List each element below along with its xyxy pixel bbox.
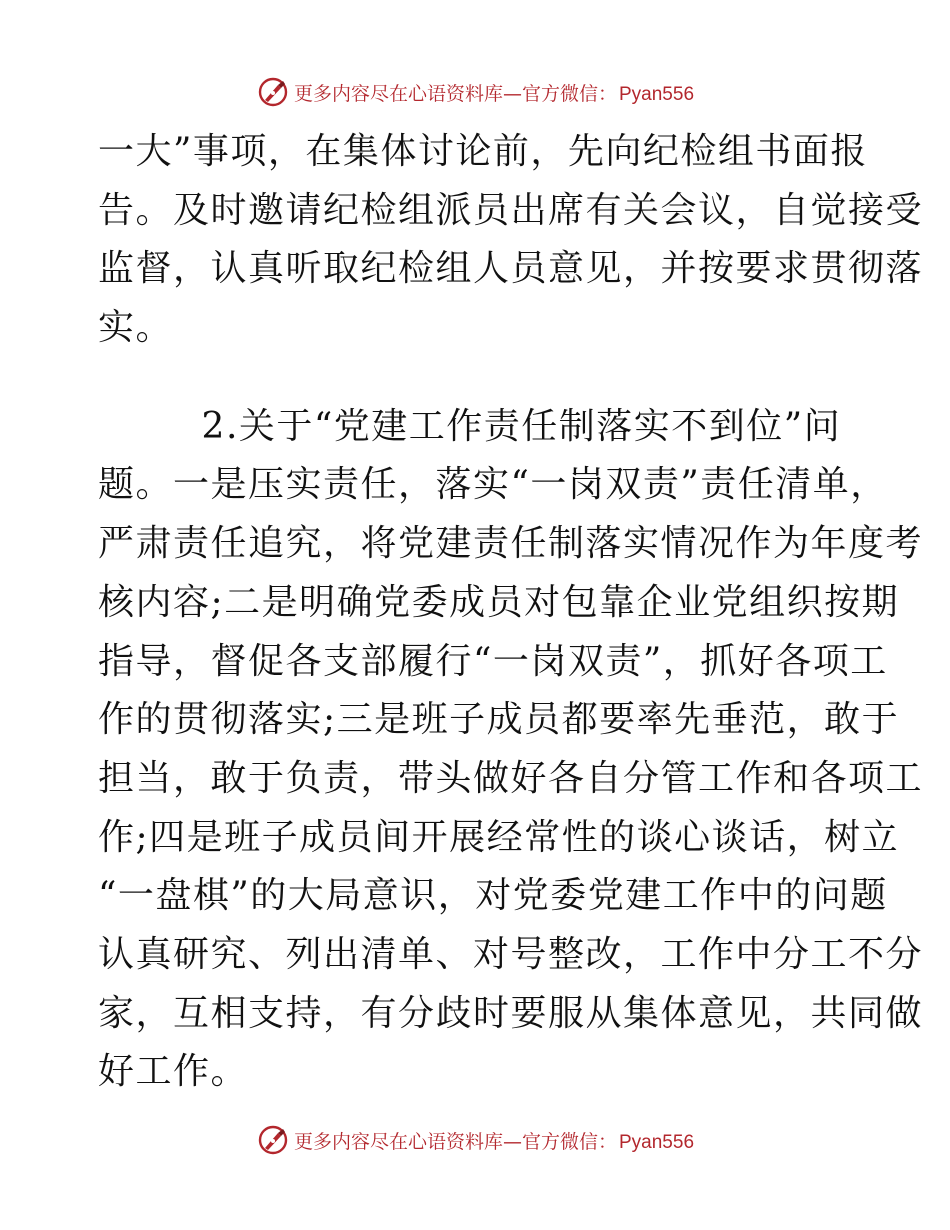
text-line: 核内容;二是明确党委成员对包靠企业党组织按期: [98, 581, 900, 623]
banner-text: [294, 79, 694, 106]
text-line: 担当，敢于负责，带头做好各自分管工作和各项工: [98, 757, 924, 799]
text-line: 一大”事项，在集体讨论前，先向纪检组书面报: [98, 131, 868, 172]
text-line: 题。一是压实责任，落实“一岗双责”责任清单，: [98, 464, 888, 506]
banner-prefix: 更多内容尽在心语资料库: [293, 82, 503, 105]
banner-prefix: 更多内容尽在心语资料库: [293, 1130, 503, 1153]
text-line: 家，互相支持，有分歧时要服从集体意见，共同做: [98, 992, 924, 1034]
text-line: 2.关于“党建工作责任制落实不到位”问: [98, 405, 842, 447]
text-line: 实。: [98, 307, 174, 349]
wechat-id: Pyan556: [619, 1131, 695, 1153]
paragraph-2: [98, 398, 924, 1102]
banner-text: [294, 1127, 694, 1154]
wechat-label: 官方微信：: [521, 82, 617, 105]
paragraph-1: [98, 123, 924, 358]
wechat-id: Pyan556: [619, 83, 695, 105]
wechat-label: 官方微信：: [521, 1130, 617, 1153]
text-line: 好工作。: [98, 1051, 249, 1093]
text-line: 认真研究、列出清单、对号整改，工作中分工不分: [98, 933, 924, 975]
text-line: 指导，督促各支部履行“一岗双责”，抓好各项工: [98, 640, 888, 682]
document-body: [98, 123, 924, 1102]
pen-logo-icon: [256, 75, 290, 109]
text-line: 严肃责任追究，将党建责任制落实情况作为年度考: [98, 523, 924, 565]
header-banner: [0, 72, 950, 112]
banner-dash: —: [502, 82, 522, 105]
text-line: 作的贯彻落实;三是班子成员都要率先垂范，敢于: [98, 699, 900, 741]
footer-banner: [0, 1120, 950, 1160]
text-line: 监督，认真听取纪检组人员意见，并按要求贯彻落: [98, 248, 924, 290]
text-line: “一盘棋”的大局意识，对党委党建工作中的问题: [98, 875, 888, 917]
text-line: 告。及时邀请纪检组派员出席有关会议，自觉接受: [98, 189, 924, 231]
text-line: 作;四是班子成员间开展经常性的谈心谈话，树立: [98, 816, 900, 858]
pen-logo-icon: [256, 1123, 290, 1157]
banner-dash: —: [502, 1130, 522, 1153]
paragraph-gap: [98, 358, 858, 398]
